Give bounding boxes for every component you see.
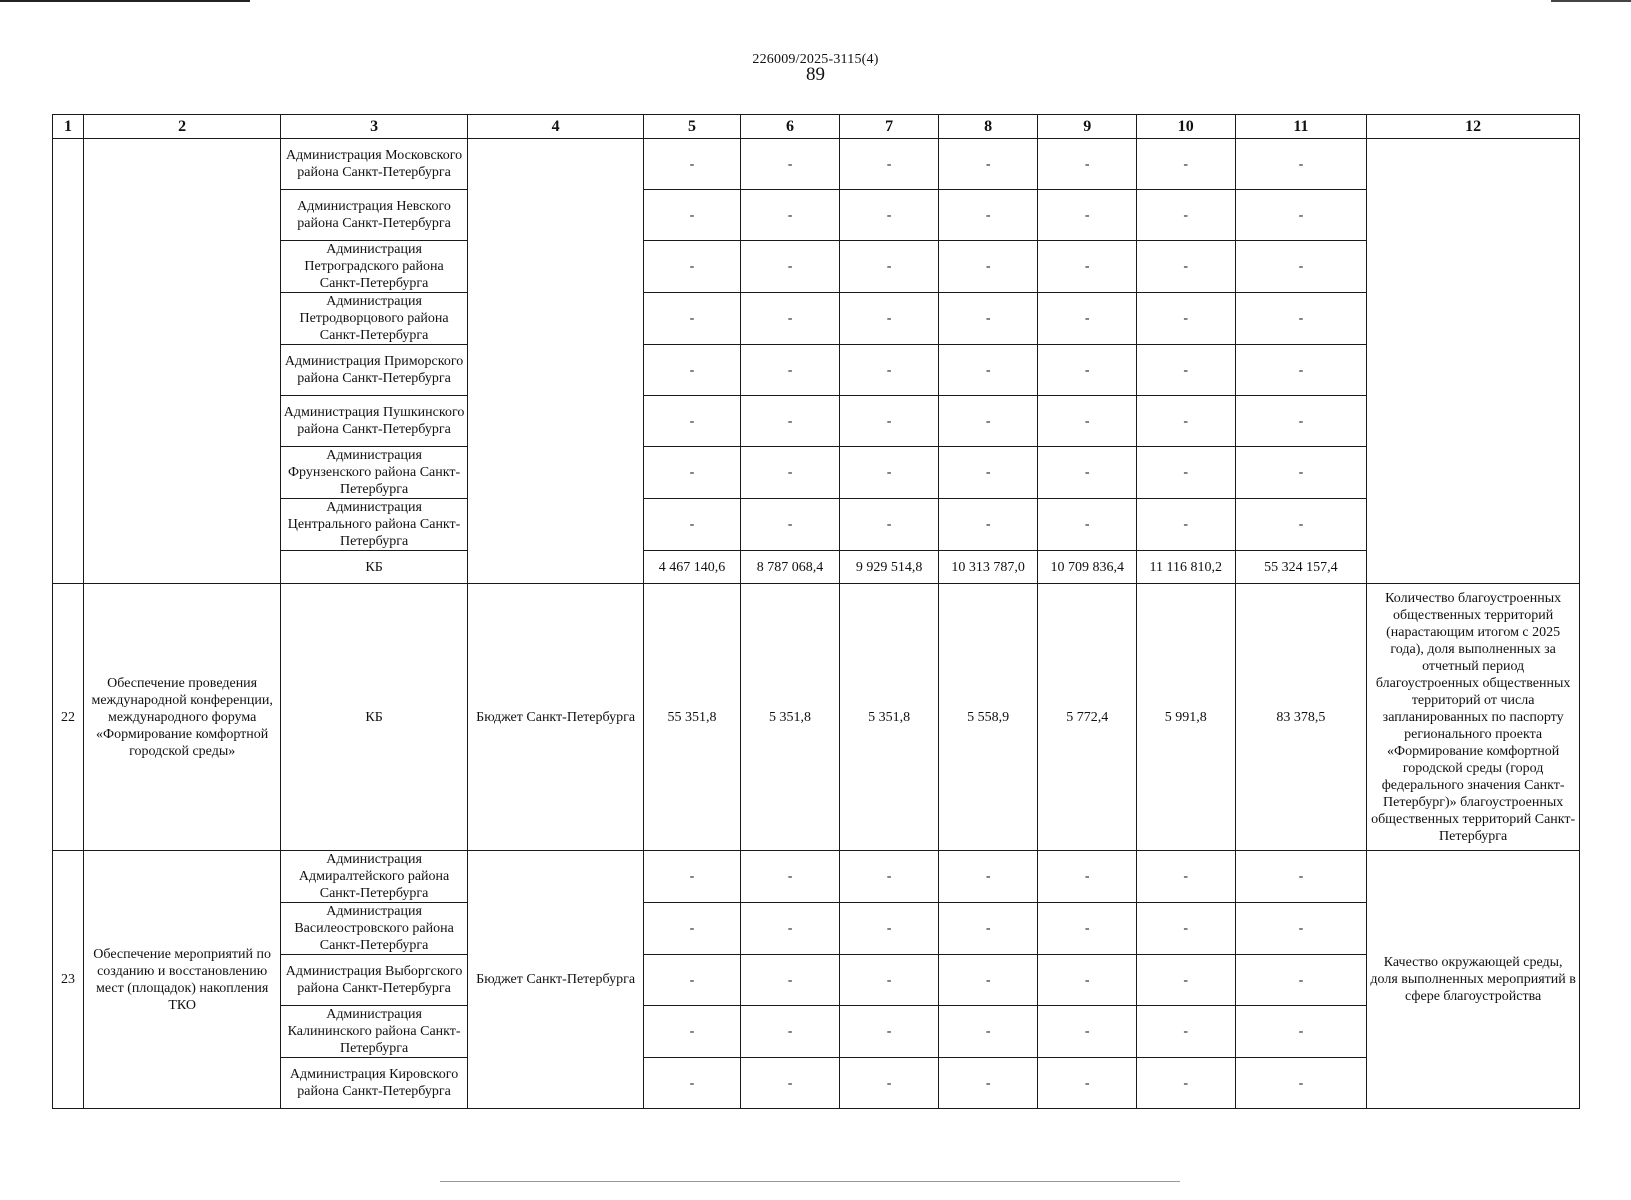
budget-table: [52, 114, 1580, 1109]
value-cell: -: [840, 139, 939, 190]
value-cell: 5 351,8: [840, 584, 939, 851]
header-cell: 9: [1038, 115, 1137, 139]
value-cell: 5 351,8: [740, 584, 840, 851]
value-cell: 9 929 514,8: [840, 551, 939, 584]
table-row: [53, 1058, 1580, 1109]
value-cell: 5 772,4: [1038, 584, 1137, 851]
table-row: [53, 955, 1580, 1006]
value-cell: -: [1038, 345, 1137, 396]
value-cell: -: [1038, 499, 1137, 551]
value-cell: 55 324 157,4: [1235, 551, 1367, 584]
value-cell: -: [740, 345, 840, 396]
value-cell: -: [644, 241, 740, 293]
value-cell: -: [938, 293, 1038, 345]
value-cell: -: [644, 293, 740, 345]
value-cell: 11 116 810,2: [1136, 551, 1235, 584]
executor-cell: Администрация Фрунзенского района Санкт-Петербурга: [281, 447, 468, 499]
value-cell: -: [938, 396, 1038, 447]
value-cell: 55 351,8: [644, 584, 740, 851]
value-cell: -: [1136, 499, 1235, 551]
header-cell: 2: [84, 115, 281, 139]
value-cell: -: [1235, 190, 1367, 241]
value-cell: -: [1136, 190, 1235, 241]
executor-cell: Администрация Пушкинского района Санкт-Петербурга: [281, 396, 468, 447]
value-cell: -: [740, 190, 840, 241]
header-row: [53, 115, 1580, 139]
value-cell: 10 709 836,4: [1038, 551, 1137, 584]
table-row: [53, 241, 1580, 293]
executor-cell: Администрация Калининского района Санкт-Петербурга: [281, 1006, 468, 1058]
value-cell: 10 313 787,0: [938, 551, 1038, 584]
executor-cell: КБ: [281, 584, 468, 851]
value-cell: -: [644, 499, 740, 551]
value-cell: -: [1136, 447, 1235, 499]
table-row: [53, 447, 1580, 499]
value-cell: -: [938, 851, 1038, 903]
value-cell: -: [1235, 851, 1367, 903]
indicator-cell: Качество окружающей среды, доля выполненных мероприятий в сфере благоустройства: [1367, 851, 1580, 1109]
value-cell: -: [644, 396, 740, 447]
funding-source-cell: Бюджет Санкт-Петербурга: [467, 584, 643, 851]
table-row: [53, 903, 1580, 955]
value-cell: -: [1235, 396, 1367, 447]
value-cell: -: [644, 345, 740, 396]
header-cell: 11: [1235, 115, 1367, 139]
header-cell: 1: [53, 115, 84, 139]
value-cell: -: [740, 293, 840, 345]
value-cell: -: [938, 1058, 1038, 1109]
value-cell: -: [644, 903, 740, 955]
header-cell: 10: [1136, 115, 1235, 139]
table-row: [53, 139, 1580, 190]
executor-cell: Администрация Василеостровского района Санкт-Петербурга: [281, 903, 468, 955]
funding-source-cell: [467, 139, 643, 584]
value-cell: -: [938, 139, 1038, 190]
value-cell: -: [740, 396, 840, 447]
executor-cell: Администрация Адмиралтейского района Санкт-Петербурга: [281, 851, 468, 903]
executor-cell: КБ: [281, 551, 468, 584]
event-name-cell: [84, 139, 281, 584]
value-cell: -: [644, 1006, 740, 1058]
value-cell: -: [740, 499, 840, 551]
value-cell: -: [1235, 1058, 1367, 1109]
value-cell: -: [840, 851, 939, 903]
event-name-cell: Обеспечение проведения международной конференции, международного форума «Формирование комфортной городской среды»: [84, 584, 281, 851]
value-cell: -: [740, 851, 840, 903]
executor-cell: Администрация Невского района Санкт-Петербурга: [281, 190, 468, 241]
value-cell: -: [1136, 139, 1235, 190]
value-cell: -: [1038, 903, 1137, 955]
value-cell: -: [840, 190, 939, 241]
value-cell: -: [840, 447, 939, 499]
value-cell: -: [840, 499, 939, 551]
value-cell: 4 467 140,6: [644, 551, 740, 584]
value-cell: -: [1038, 1006, 1137, 1058]
value-cell: -: [1235, 499, 1367, 551]
row-number-cell: 23: [53, 851, 84, 1109]
value-cell: 5 558,9: [938, 584, 1038, 851]
header-cell: 12: [1367, 115, 1580, 139]
executor-cell: Администрация Петроградского района Санкт-Петербурга: [281, 241, 468, 293]
value-cell: -: [1136, 955, 1235, 1006]
scan-edge-line: [0, 0, 250, 2]
value-cell: -: [1038, 447, 1137, 499]
value-cell: -: [840, 345, 939, 396]
scan-edge-line: [440, 1181, 1180, 1182]
value-cell: -: [938, 955, 1038, 1006]
table-row: [53, 1006, 1580, 1058]
value-cell: -: [1136, 396, 1235, 447]
value-cell: 5 991,8: [1136, 584, 1235, 851]
value-cell: -: [1038, 293, 1137, 345]
value-cell: -: [938, 447, 1038, 499]
value-cell: -: [1136, 1058, 1235, 1109]
value-cell: -: [840, 903, 939, 955]
value-cell: -: [740, 1058, 840, 1109]
value-cell: -: [644, 1058, 740, 1109]
value-cell: -: [1136, 345, 1235, 396]
value-cell: -: [1038, 241, 1137, 293]
value-cell: -: [1235, 447, 1367, 499]
value-cell: -: [938, 499, 1038, 551]
value-cell: -: [1235, 293, 1367, 345]
value-cell: -: [1235, 903, 1367, 955]
value-cell: -: [1235, 955, 1367, 1006]
table-row: [53, 293, 1580, 345]
value-cell: -: [644, 190, 740, 241]
table-row: [53, 190, 1580, 241]
scan-edge-line: [1551, 0, 1631, 2]
value-cell: -: [938, 190, 1038, 241]
table-row: [53, 499, 1580, 551]
page-number: 89: [806, 64, 825, 85]
value-cell: -: [840, 241, 939, 293]
value-cell: -: [1235, 241, 1367, 293]
header-cell: 6: [740, 115, 840, 139]
value-cell: -: [644, 447, 740, 499]
row-number-cell: [53, 139, 84, 584]
value-cell: -: [740, 139, 840, 190]
value-cell: -: [1038, 190, 1137, 241]
value-cell: -: [740, 1006, 840, 1058]
value-cell: -: [1235, 139, 1367, 190]
document-number: 226009/2025-3115(4): [752, 52, 879, 67]
header-cell: 7: [840, 115, 939, 139]
value-cell: -: [840, 293, 939, 345]
event-name-cell: Обеспечение мероприятий по созданию и восстановлению мест (площадок) накопления ТКО: [84, 851, 281, 1109]
executor-cell: Администрация Петродворцового района Санкт-Петербурга: [281, 293, 468, 345]
value-cell: -: [840, 1006, 939, 1058]
value-cell: -: [1038, 955, 1137, 1006]
value-cell: -: [1038, 1058, 1137, 1109]
value-cell: -: [1136, 851, 1235, 903]
executor-cell: Администрация Московского района Санкт-Петербурга: [281, 139, 468, 190]
funding-source-cell: Бюджет Санкт-Петербурга: [467, 851, 643, 1109]
value-cell: -: [1038, 851, 1137, 903]
value-cell: -: [644, 139, 740, 190]
value-cell: -: [938, 345, 1038, 396]
indicator-cell: Количество благоустроенных общественных территорий (нарастающим итогом с 2025 года), доля выполненных за отчетный период благоустроенных общественных территорий от числа запланированных по паспорту регионального проекта «Формирование комфортной городской среды (город федерального значения Санкт-Петербург)» благоустроенных общественных территорий Санкт-Петербурга: [1367, 584, 1580, 851]
value-cell: -: [1136, 903, 1235, 955]
value-cell: -: [840, 396, 939, 447]
table-row: [53, 396, 1580, 447]
table-row-total: [53, 551, 1580, 584]
value-cell: -: [740, 955, 840, 1006]
value-cell: -: [644, 851, 740, 903]
header-cell: 3: [281, 115, 468, 139]
indicator-cell: [1367, 139, 1580, 584]
value-cell: -: [840, 955, 939, 1006]
value-cell: -: [1235, 1006, 1367, 1058]
value-cell: -: [1136, 241, 1235, 293]
executor-cell: Администрация Приморского района Санкт-Петербурга: [281, 345, 468, 396]
value-cell: -: [644, 955, 740, 1006]
value-cell: -: [840, 1058, 939, 1109]
header-cell: 8: [938, 115, 1038, 139]
table-row: [53, 584, 1580, 851]
table-row: [53, 345, 1580, 396]
value-cell: -: [938, 1006, 1038, 1058]
value-cell: -: [740, 241, 840, 293]
header-cell: 5: [644, 115, 740, 139]
header-cell: 4: [467, 115, 643, 139]
value-cell: -: [1136, 1006, 1235, 1058]
value-cell: 8 787 068,4: [740, 551, 840, 584]
value-cell: -: [740, 903, 840, 955]
row-number-cell: 22: [53, 584, 84, 851]
value-cell: -: [938, 241, 1038, 293]
executor-cell: Администрация Центрального района Санкт-Петербурга: [281, 499, 468, 551]
table-row: [53, 851, 1580, 903]
value-cell: 83 378,5: [1235, 584, 1367, 851]
executor-cell: Администрация Кировского района Санкт-Петербурга: [281, 1058, 468, 1109]
value-cell: -: [938, 903, 1038, 955]
value-cell: -: [1235, 345, 1367, 396]
value-cell: -: [1038, 139, 1137, 190]
value-cell: -: [740, 447, 840, 499]
value-cell: -: [1038, 396, 1137, 447]
value-cell: -: [1136, 293, 1235, 345]
executor-cell: Администрация Выборгского района Санкт-Петербурга: [281, 955, 468, 1006]
